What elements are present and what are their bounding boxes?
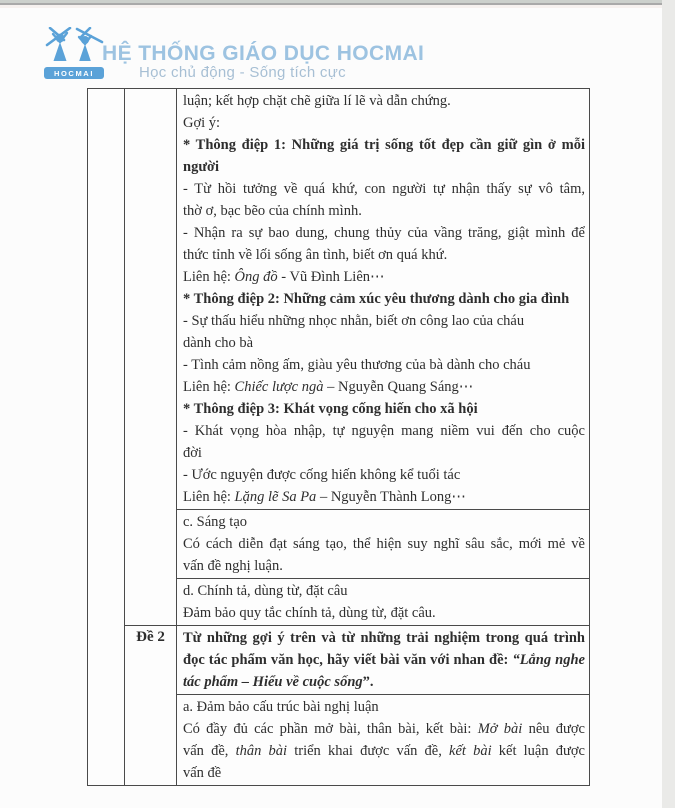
brand-title: HỆ THỐNG GIÁO DỤC HOCMAI [102,42,425,65]
content-cell-de2-prompt [177,626,589,695]
text-line: đời [183,445,202,461]
text-line: dành cho bà [183,335,254,351]
text-line: - Nhận ra sự bao dung, chung thủy của vầng trăng, giật mình để [183,225,585,241]
text-line: Đảm bảo quy tắc chính tả, dùng từ, đặt câu. [183,605,436,621]
text-line: a. Đảm bảo cấu trúc bài nghị luận [183,699,379,715]
text-line: người [183,159,220,175]
de2-label: Đề 2 [136,629,165,645]
text-line: Liên hệ: Ông đồ - Vũ Đình Liên⋯ [183,269,385,285]
text-line: * Thông điệp 3: Khát vọng cống hiến cho xã hội [183,401,478,417]
hocmai-people-logo-icon [44,27,104,67]
text-line: - Từ hồi tưởng về quá khứ, con người tự nhận thấy sự vô tâm, [183,181,585,197]
text-line: tác phẩm – Hiểu về cuộc sống”. [183,674,374,690]
answer-key-table [87,88,590,786]
text-line: Có cách diễn đạt sáng tạo, thể hiện suy nghĩ sâu sắc, mới mẻ về [183,536,585,552]
brand-tagline: Học chủ động - Sống tích cực [139,64,346,81]
text-line: luận; kết hợp chặt chẽ giữa lí lẽ và dẫn chứng. [183,93,451,109]
text-line: - Ước nguyện được cống hiến không kể tuổi tác [183,467,461,483]
page-right-margin-strip [662,0,675,808]
content-cell-sang-tao [177,510,589,579]
index-column-cell [88,89,125,785]
text-line: - Khát vọng hòa nhập, tự nguyện mang niềm vui đến cho cuộc [183,423,585,439]
text-line: Có đầy đủ các phần mở bài, thân bài, kết bài: Mở bài nêu được [183,721,585,737]
text-line: - Tình cảm nồng ấm, giàu yêu thương của bà dành cho cháu [183,357,531,373]
text-line: d. Chính tả, dùng từ, đặt câu [183,583,348,599]
hocmai-logo-badge: HOCMAI [44,67,104,79]
scan-top-strip-light [0,5,675,8]
text-line: - Sự thấu hiểu những nhọc nhằn, biết ơn công lao của cháu [183,313,525,329]
text-line: vấn đề, thân bài triển khai được vấn đề, kết bài kết luận được [183,743,585,759]
content-cell-goi-y [177,89,589,510]
de-column-empty-cell [125,89,177,626]
text-line: c. Sáng tạo [183,514,248,530]
de2-label-cell [125,626,177,785]
text-line: thức tỉnh về lối sống ân tình, biết ơn quá khứ. [183,247,448,263]
content-cell-cau-truc [177,695,589,785]
text-line: Liên hệ: Chiếc lược ngà – Nguyễn Quang Sáng⋯ [183,379,474,395]
text-line: vấn đề nghị luận. [183,558,283,574]
text-line: vấn đề [183,765,222,781]
text-line: * Thông điệp 2: Những cảm xúc yêu thương dành cho gia đình [183,291,570,307]
text-line: Từ những gợi ý trên và từ những trải nghiệm trong quá trình [183,630,585,646]
text-line: thờ ơ, bạc bẽo của chính mình. [183,203,362,219]
text-line: đọc tác phẩm văn học, hãy viết bài văn với nhan đề: “Lắng nghe [183,652,585,668]
text-line: Gợi ý: [183,115,221,131]
text-line: Liên hệ: Lặng lẽ Sa Pa – Nguyễn Thành Long⋯ [183,489,466,505]
content-cell-chinh-ta [177,579,589,626]
text-line: * Thông điệp 1: Những giá trị sống tốt đẹp cần giữ gìn ở mỗi [183,137,585,153]
